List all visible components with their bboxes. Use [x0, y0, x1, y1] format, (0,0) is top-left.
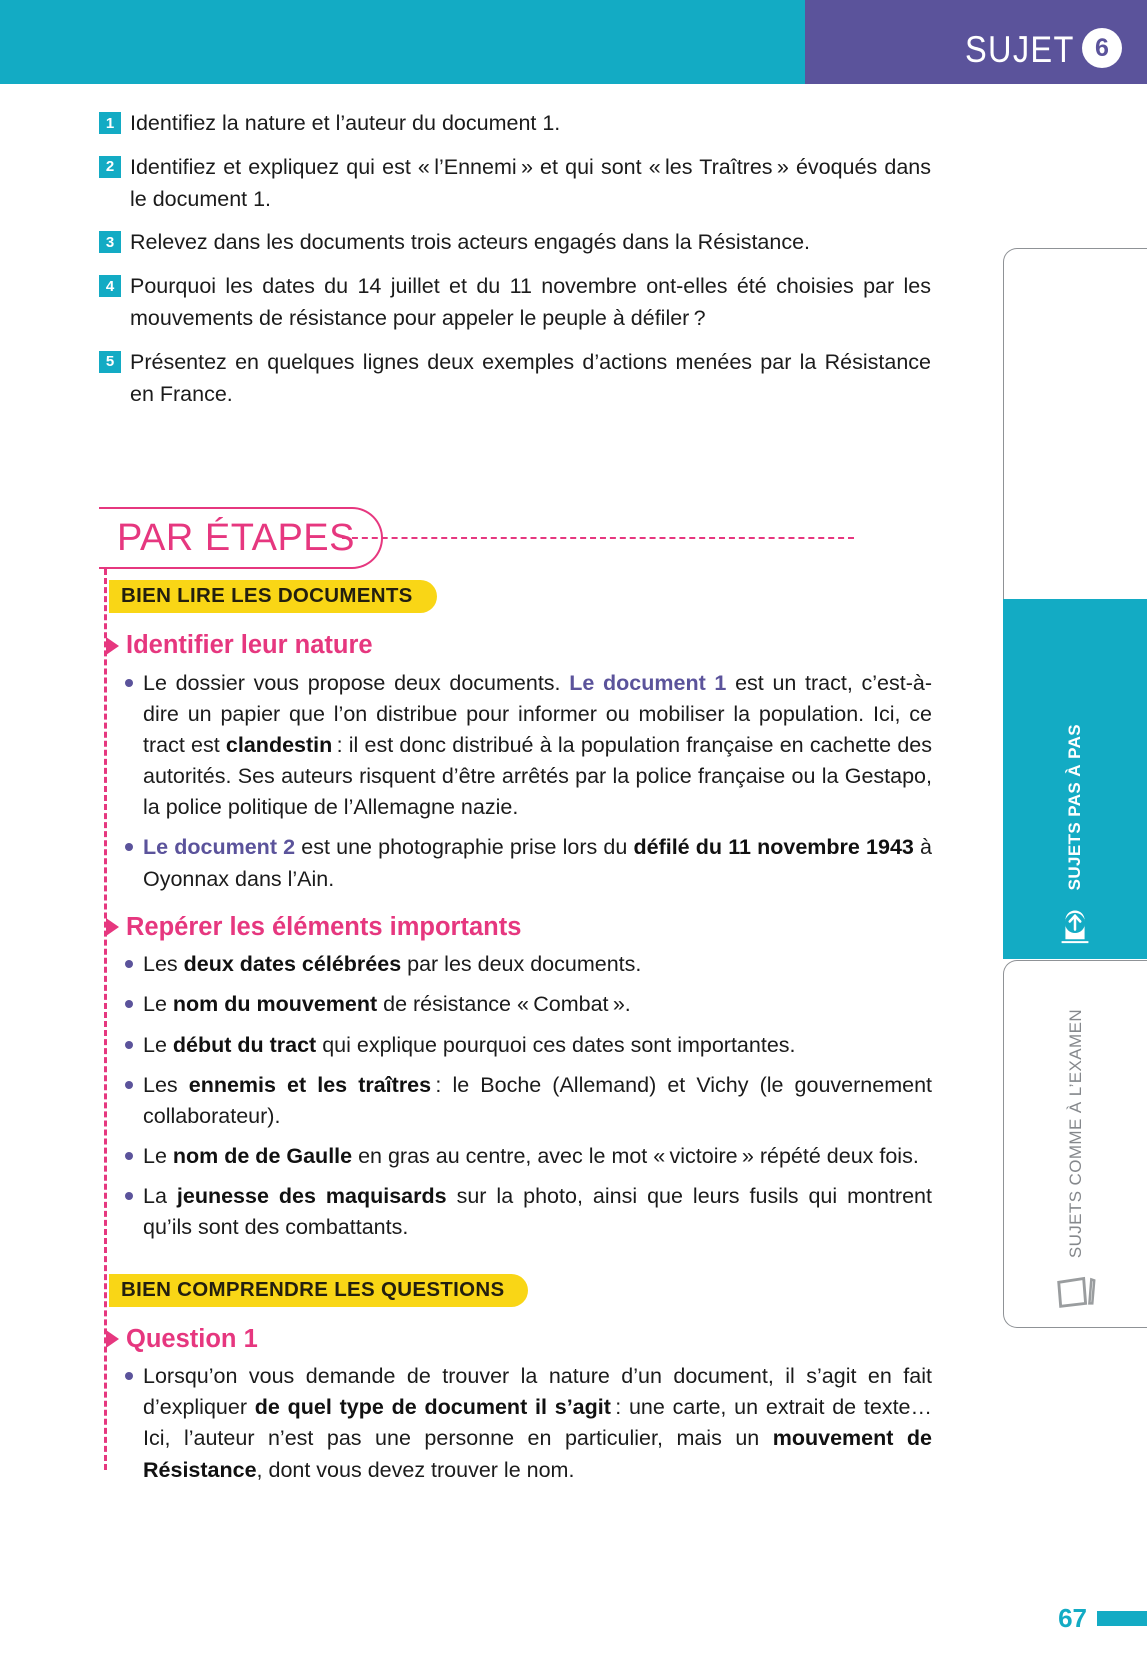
- question-number: 1: [99, 112, 121, 134]
- triangle-marker-icon: [106, 1330, 119, 1348]
- par-etapes-label: PAR ÉTAPES: [117, 517, 355, 559]
- question-text: Identifiez la nature et l’auteur du document 1.: [130, 111, 561, 135]
- bullet-item: Les deux dates célébrées par les deux documents.: [121, 949, 932, 980]
- triangle-marker-icon: [106, 918, 119, 936]
- section-badge-label: BIEN LIRE LES DOCUMENTS: [121, 584, 413, 608]
- bullet-item: La jeunesse des maquisards sur la photo, ainsi que leurs fusils qui montrent qu’ils sont des combattants.: [121, 1181, 932, 1243]
- page-title: SUJET: [965, 29, 1075, 70]
- question-item: [99, 152, 931, 216]
- bullet-item: Le dossier vous propose deux documents. Le document 1 est un tract, c’est-à-dire un papier que l’on distribue pour informer ou mobiliser la population. Ici, ce tract est clandestin : il est donc distribué à la population française en cachette des autorités. Ses auteurs risquent d’être arrêtés par la police française ou la Gestapo, la police politique de l’Allemagne nazie.: [121, 668, 932, 824]
- subheading-question-1: [106, 1324, 932, 1353]
- question-item: [99, 347, 931, 411]
- footer-accent-bar: [1097, 1611, 1147, 1626]
- par-etapes-dashed-line: [342, 537, 854, 539]
- bullet-item: Le document 2 est une photographie prise lors du défilé du 11 novembre 1943 à Oyonnax dans l’Ain.: [121, 832, 932, 894]
- question-item: [99, 108, 931, 140]
- bullet-item: Les ennemis et les traîtres : le Boche (Allemand) et Vichy (le gouvernement collaborateur).: [121, 1070, 932, 1132]
- page-header: [0, 0, 1147, 84]
- steps-content: [112, 580, 932, 1486]
- subheading-identifier-leur-nature: [106, 633, 932, 659]
- section-badge-bien-comprendre: [109, 1274, 528, 1307]
- question-item: [99, 271, 931, 335]
- sidebar-tab-sujets-comme-a-l-examen[interactable]: [1003, 960, 1147, 1328]
- triangle-marker-icon: [106, 637, 119, 655]
- question-number: 2: [99, 156, 121, 178]
- questions-list: [99, 108, 931, 411]
- question-item: [99, 227, 931, 259]
- sidebar-tab-label: SUJETS COMME À L’EXAMEN: [1066, 1008, 1085, 1258]
- side-tab-strip: [1003, 248, 1147, 1328]
- question-number: 5: [99, 351, 121, 373]
- par-etapes-pill: [99, 507, 383, 569]
- par-etapes-header: [99, 507, 859, 569]
- question-text: Présentez en quelques lignes deux exemples d’actions menées par la Résistance en France.: [130, 349, 931, 406]
- question-text: Identifiez et expliquez qui est « l’Ennemi » et qui sont « les Traîtres » évoqués dans le document 1.: [130, 154, 931, 211]
- subheading-label: Repérer les éléments importants: [126, 912, 522, 941]
- bullet-item: Le nom du mouvement de résistance « Combat ».: [121, 989, 932, 1020]
- sidebar-tab-sujets-pas-a-pas[interactable]: [1003, 599, 1147, 959]
- exam-paper-pen-icon: [1053, 1267, 1099, 1313]
- bullet-item: Le début du tract qui explique pourquoi ces dates sont importantes.: [121, 1030, 932, 1061]
- header-teal-band: [0, 0, 805, 84]
- bullet-item: Le nom de de Gaulle en gras au centre, avec le mot « victoire » répété deux fois.: [121, 1141, 932, 1172]
- bullet-item: Lorsqu’on vous demande de trouver la nature d’un document, il s’agit en fait d’expliquer de quel type de document il s’agit : une carte, un extrait de texte… Ici, l’auteur n’est pas une personne en particulier, mais un mouvement de Résistance, dont vous devez trouver le nom.: [121, 1361, 932, 1486]
- section-badge-label: BIEN COMPRENDRE LES QUESTIONS: [121, 1277, 505, 1301]
- subheading-label: Question 1: [126, 1324, 258, 1353]
- subheading-reperer-les-elements: [106, 912, 932, 941]
- question-number: 4: [99, 275, 121, 297]
- question-text: Pourquoi les dates du 14 juillet et du 11 novembre ont-elles été choisies par les mouvements de résistance pour appeler le peuple à défiler ?: [130, 274, 931, 331]
- sidebar-tab-label: SUJETS PAS À PAS: [1065, 723, 1084, 890]
- page-number: 67: [1058, 1603, 1087, 1633]
- footprint-arrow-icon: [1052, 899, 1098, 945]
- subheading-label: Identifier leur nature: [126, 631, 373, 659]
- section-badge-bien-lire: [109, 580, 437, 613]
- question-number: 3: [99, 231, 121, 253]
- question-text: Relevez dans les documents trois acteurs engagés dans la Résistance.: [130, 230, 811, 255]
- page-footer: [1058, 1605, 1147, 1631]
- sujet-number-badge: 6: [1082, 28, 1122, 68]
